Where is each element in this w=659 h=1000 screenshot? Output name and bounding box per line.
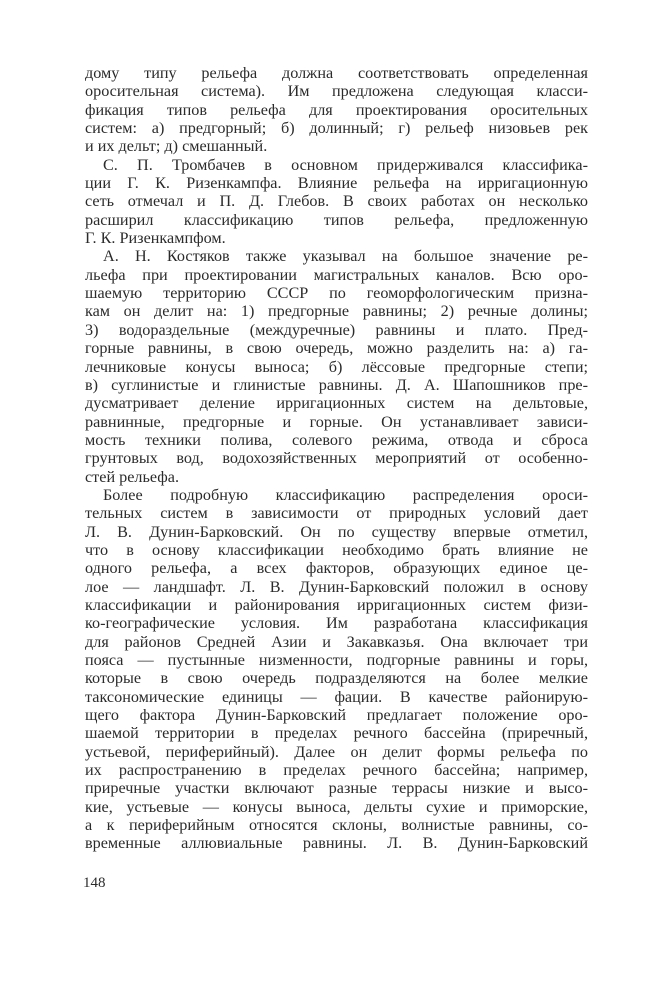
text-line: сеть отмечал и П. Д. Глебов. В своих работах он несколько xyxy=(85,192,588,211)
text-line: и их дельт; д) смешанный. xyxy=(85,137,268,156)
text-line: ко-географические условия. Им разработана классификация xyxy=(85,614,588,633)
text-line: льефа при проектировании магистральных каналов. Всю оро- xyxy=(85,265,588,284)
text-line: а к периферийным относятся склоны, волнистые равнины, со- xyxy=(85,816,588,835)
text-line: оросительная система). Им предложена следующая класси- xyxy=(85,82,588,101)
text-line: Более подробную классификацию распределения ороси- xyxy=(103,485,588,504)
text-line: одного рельефа, а всех факторов, образующих единое це- xyxy=(85,559,588,578)
text-line: устьевой, периферийный). Далее он делит формы рельефа по xyxy=(85,742,588,761)
page-number: 148 xyxy=(83,875,106,891)
paragraph-4 xyxy=(85,486,588,853)
paragraph-2 xyxy=(85,156,588,248)
text-line: щего фактора Дунин-Барковский предлагает положение оро- xyxy=(85,706,588,725)
text-line: шаемой территории в пределах речного бассейна (приречный, xyxy=(85,724,588,743)
text-line: равнинные, предгорные и горные. Он устанавливает зависи- xyxy=(85,412,588,431)
text-line: что в основу классификации необходимо брать влияние не xyxy=(85,540,588,559)
text-line: в) суглинистые и глинистые равнины. Д. А. Шапошников пре- xyxy=(85,375,588,394)
text-line: кие, устьевые — конусы выноса, дельты сухие и приморские, xyxy=(85,797,588,816)
text-line: дому типу рельефа должна соответствовать определенная xyxy=(85,64,588,82)
text-line: С. П. Тромбачев в основном придерживался классифика- xyxy=(103,155,588,174)
text-line: дусматривает деление ирригационных систем на дельтовые, xyxy=(85,394,588,413)
text-line: А. Н. Костяков также указывал на большое значение ре- xyxy=(103,247,588,266)
text-line: шаемую территорию СССР по геоморфологическим призна- xyxy=(85,284,588,303)
text-line: мость техники полива, солевого режима, отвода и сброса xyxy=(85,430,588,449)
text-line: систем: а) предгорный; б) долинный; г) рельеф низовьев рек xyxy=(85,119,588,138)
text-line: стей рельефа. xyxy=(85,467,179,486)
text-line: горные равнины, в свою очередь, можно разделить на: а) га- xyxy=(85,339,588,358)
page-body xyxy=(85,64,588,853)
text-line: лечниковые конусы выноса; б) лёссовые предгорные степи; xyxy=(85,357,588,376)
text-line: классификации и районирования ирригационных систем физи- xyxy=(85,595,588,614)
text-line: их распространению в пределах речного бассейна; например, xyxy=(85,761,588,780)
text-line: для районов Средней Азии и Закавказья. Она включает три xyxy=(85,632,588,651)
text-line: Л. В. Дунин-Барковский. Он по существу впервые отметил, xyxy=(85,522,588,541)
text-line: расширил классификацию типов рельефа, предложенную xyxy=(85,210,588,229)
text-line: Г. К. Ризенкампфом. xyxy=(85,229,226,248)
paragraph-1 xyxy=(85,64,588,156)
text-line: лое — ландшафт. Л. В. Дунин-Барковский положил в основу xyxy=(85,577,588,596)
text-line: кам он делит на: 1) предгорные равнины; 2) речные долины; xyxy=(85,302,588,321)
text-line: временные аллювиальные равнины. Л. В. Дунин-Барковский xyxy=(85,834,588,853)
text-line: фикация типов рельефа для проектирования оросительных xyxy=(85,100,588,119)
text-line: грунтовых вод, водохозяйственных мероприятий от особенно- xyxy=(85,449,588,468)
text-line: таксономические единицы — фации. В качестве районирую- xyxy=(85,687,588,706)
text-line: ции Г. К. Ризенкампфа. Влияние рельефа на ирригационную xyxy=(85,174,588,193)
text-line: которые в свою очередь подразделяются на более мелкие xyxy=(85,669,588,688)
text-line: пояса — пустынные низменности, подгорные равнины и горы, xyxy=(85,651,588,669)
text-line: 3) водораздельные (междуречные) равнины и плато. Пред- xyxy=(85,320,588,339)
paragraph-3 xyxy=(85,247,588,485)
text-line: тельных систем в зависимости от природных условий дает xyxy=(85,504,588,523)
text-line: приречные участки включают разные террасы низкие и высо- xyxy=(85,779,588,798)
